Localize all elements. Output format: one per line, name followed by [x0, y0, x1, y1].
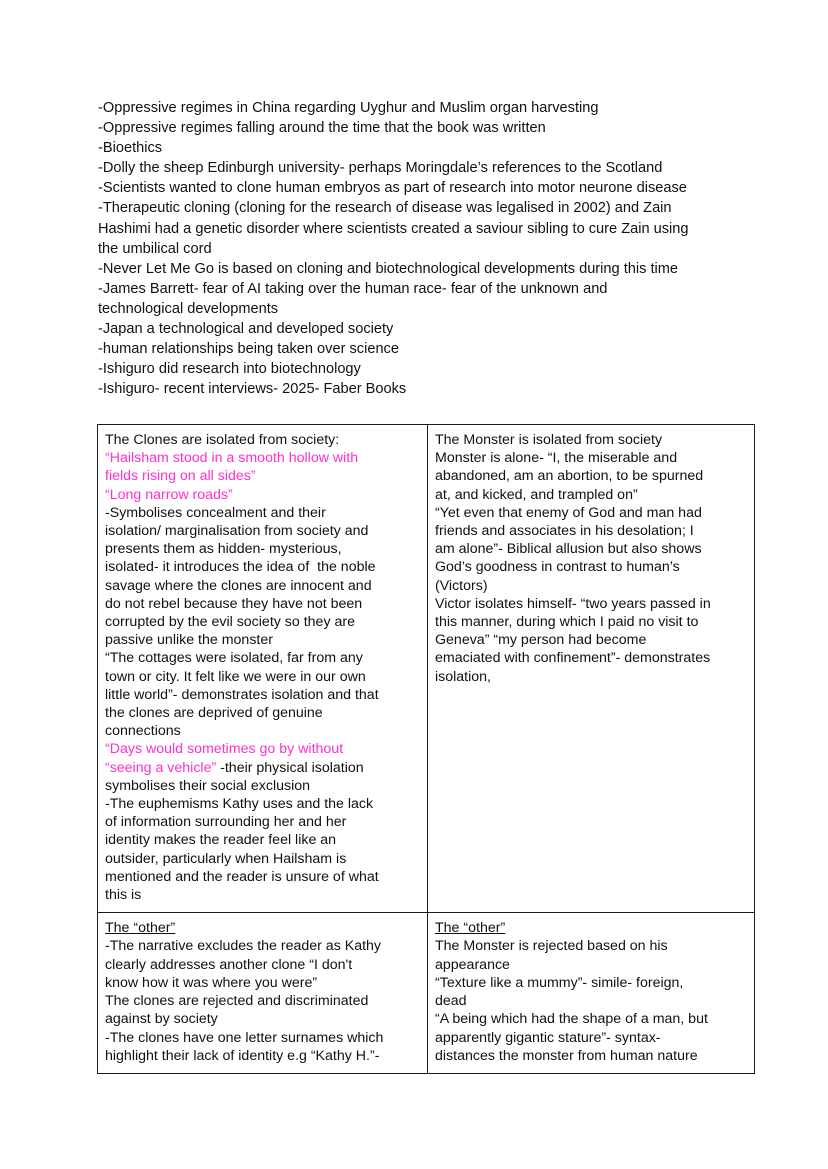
cell-line: the clones are deprived of genuine [105, 705, 323, 722]
cell-line: Geneva” “my person had become [435, 632, 647, 649]
table-row [98, 425, 755, 913]
cell-line: of information surrounding her and her [105, 814, 347, 831]
cell-line: know how it was where you were” [105, 974, 318, 991]
note-line: -Oppressive regimes falling around the time that the book was written [98, 120, 546, 137]
cell-line: at, and kicked, and trampled on” [435, 486, 638, 503]
note-line: -Bioethics [98, 140, 163, 157]
comparison-table [97, 424, 755, 1074]
clones-cell [98, 913, 428, 1074]
cell-line: isolation, [435, 668, 491, 685]
cell-line: corrupted by the evil society so they are [105, 614, 355, 631]
highlighted-quote-line: fields rising on all sides” [105, 468, 256, 485]
cell-line: Monster is alone- “I, the miserable and [435, 450, 678, 467]
note-line: -Scientists wanted to clone human embryos as part of research into motor neurone disease [98, 180, 687, 197]
cell-line: isolated- it introduces the idea of the noble [105, 559, 376, 576]
note-line: the umbilical cord [98, 240, 212, 257]
cell-line: little world”- demonstrates isolation and that [105, 686, 379, 703]
highlighted-quote-line: “Hailsham stood in a smooth hollow with [105, 450, 359, 467]
cell-line: appearance [435, 956, 510, 973]
cell-line: emaciated with confinement”- demonstrates [435, 650, 711, 667]
cell-line: identity makes the reader feel like an [105, 832, 337, 849]
cell-line: am alone”- Biblical allusion but also shows [435, 541, 702, 558]
cell-line: -The clones have one letter surnames which [105, 1029, 384, 1046]
note-line: technological developments [98, 300, 279, 317]
cell-line: dead [435, 993, 467, 1010]
cell-line: this is [105, 887, 142, 904]
cell-line: apparently gigantic stature”- syntax- [435, 1029, 661, 1046]
cell-line: “A being which had the shape of a man, but [435, 1011, 708, 1028]
cell-line: (Victors) [435, 577, 488, 594]
highlighted-quote-line: “Days would sometimes go by without [105, 741, 344, 758]
cell-heading: The “other” [435, 920, 506, 937]
cell-line: “Texture like a mummy”- simile- foreign, [435, 974, 684, 991]
cell-line: -The narrative excludes the reader as Kathy [105, 938, 382, 955]
note-line: -Oppressive regimes in China regarding Uyghur and Muslim organ harvesting [98, 100, 599, 116]
cell-line: God’s goodness in contrast to human’s [435, 559, 680, 576]
cell-line: The Clones are isolated from society: [105, 432, 340, 448]
cell-line: presents them as hidden- mysterious, [105, 541, 342, 558]
cell-line: isolation/ marginalisation from society and [105, 523, 369, 540]
note-line: -Ishiguro- recent interviews- 2025- Faber Books [98, 381, 407, 398]
cell-line: mentioned and the reader is unsure of what [105, 868, 379, 885]
cell-line: The clones are rejected and discriminated [105, 993, 369, 1010]
cell-line-mixed [105, 759, 420, 777]
note-line: -Dolly the sheep Edinburgh university- perhaps Moringdale’s references to the Scotland [98, 160, 663, 177]
cell-line: this manner, during which I paid no visit to [435, 614, 699, 631]
cell-line: outsider, particularly when Hailsham is [105, 850, 347, 867]
cell-line: “Yet even that enemy of God and man had [435, 504, 702, 521]
note-line: Hashimi had a genetic disorder where scientists created a saviour sibling to cure Zain using [98, 220, 689, 237]
context-notes-block [98, 98, 726, 399]
table-row [98, 913, 755, 1074]
cell-line: symbolises their social exclusion [105, 777, 311, 794]
cell-line: friends and associates in his desolation; I [435, 523, 694, 540]
cell-line: “The cottages were isolated, far from any [105, 650, 363, 667]
cell-line: passive unlike the monster [105, 632, 273, 649]
cell-line: The Monster is rejected based on his [435, 938, 668, 955]
cell-line: town or city. It felt like we were in our own [105, 668, 366, 685]
cell-line: The Monster is isolated from society [435, 432, 663, 448]
analysis-segment: -their physical isolation [220, 759, 364, 776]
cell-line: clearly addresses another clone “I don't [105, 956, 353, 973]
cell-line: -Symbolises concealment and their [105, 504, 326, 521]
cell-line: Victor isolates himself- “two years passed in [435, 595, 711, 612]
cell-line: abandoned, am an abortion, to be spurned [435, 468, 704, 485]
cell-line: do not rebel because they have not been [105, 595, 363, 612]
cell-line: -The euphemisms Kathy uses and the lack [105, 796, 374, 813]
cell-line: against by society [105, 1011, 218, 1028]
cell-line: highlight their lack of identity e.g “Kathy H.”- [105, 1047, 380, 1064]
cell-line: connections [105, 723, 181, 740]
cell-heading: The “other” [105, 920, 176, 937]
cell-line: distances the monster from human nature [435, 1047, 698, 1064]
cell-line: savage where the clones are innocent and [105, 577, 372, 594]
note-line: -James Barrett- fear of AI taking over the human race- fear of the unknown and [98, 280, 608, 297]
note-line: -Ishiguro did research into biotechnology [98, 361, 361, 378]
monster-cell [428, 913, 755, 1074]
highlighted-quote-line: “Long narrow roads” [105, 486, 233, 503]
note-line: -Japan a technological and developed society [98, 321, 394, 338]
monster-cell [428, 425, 755, 913]
note-line: -Therapeutic cloning (cloning for the research of disease was legalised in 2002) and Zain [98, 200, 672, 217]
clones-cell [98, 425, 428, 913]
highlighted-quote-segment: “seeing a vehicle” [105, 759, 221, 776]
note-line: -human relationships being taken over science [98, 341, 399, 358]
note-line: -Never Let Me Go is based on cloning and biotechnological developments during this time [98, 260, 679, 277]
